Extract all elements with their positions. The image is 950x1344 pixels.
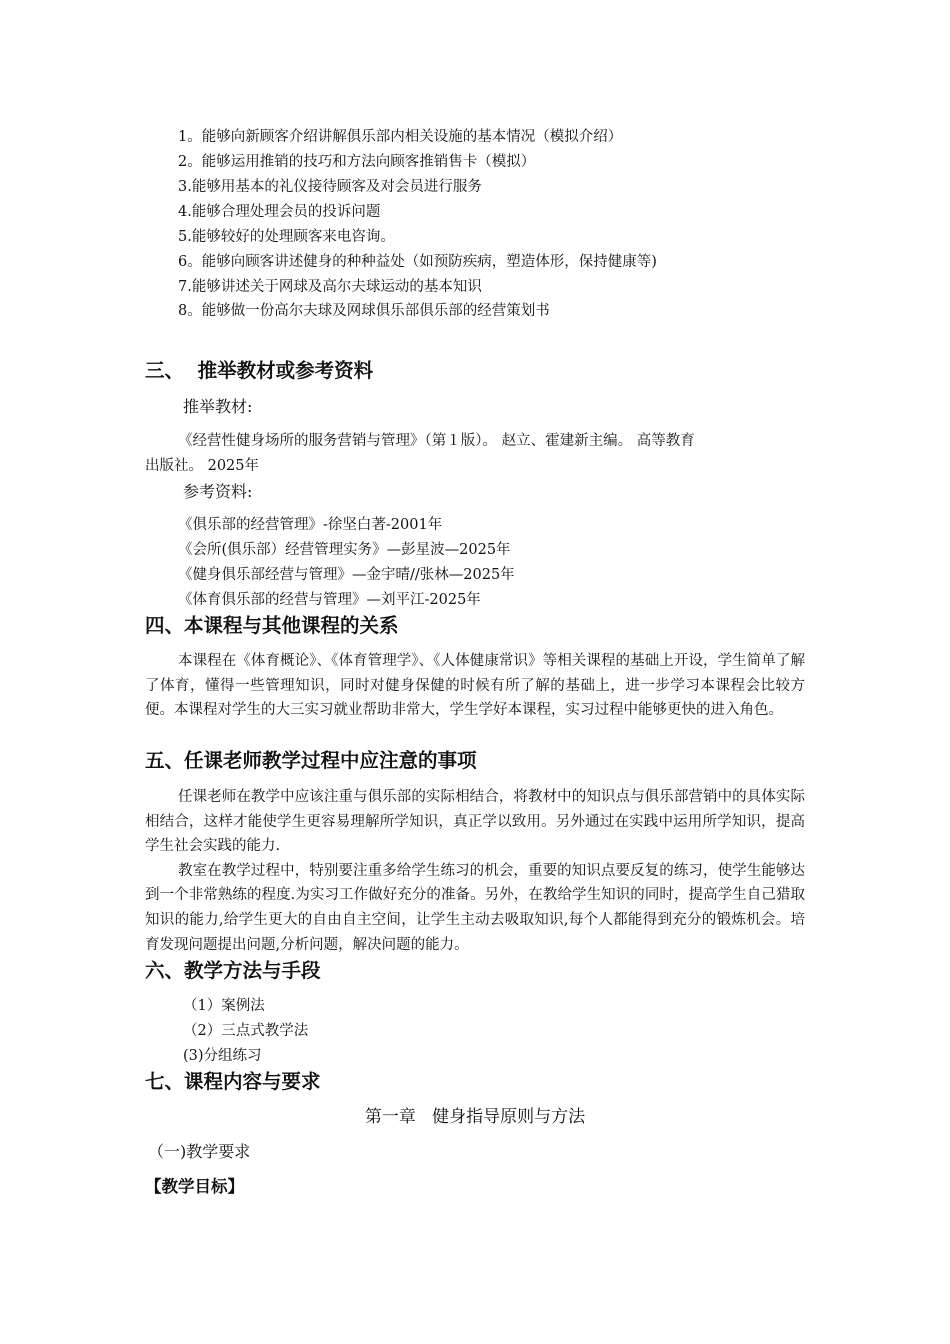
ability-item: 5.能够较好的处理顾客来电咨询。 — [178, 229, 395, 245]
paragraph-text: 教室在教学过程中，特别要注重多给学生练习的机会，重要的知识点要反复的练习，使学生能够达到一个非常熟练的程度.为实习工作做好充分的准备。另外，在教给学生知识的同时，提高学生自己猎取知识的能力,给学生更大的自由自主空间，让学生主动去吸取知识,每个人都能得到充分的锻炼机会。培育发现问题提出问题,分析问题，解决问题的能力。 — [145, 862, 805, 953]
method-item: （2）三点式教学法 — [183, 1023, 309, 1039]
method-item: (3)分组练习 — [183, 1048, 262, 1064]
reference-item: 《健身俱乐部经营与管理》—金宇晴//张林—2025年 — [178, 567, 515, 583]
section-heading-6: 六、教学方法与手段 — [145, 959, 321, 982]
section-heading-3: 三、 推举教材或参考资料 — [145, 359, 374, 382]
section-heading-7: 七、课程内容与要求 — [145, 1070, 321, 1093]
teaching-notes-paragraphs — [145, 785, 805, 957]
section-heading-4: 四、本课程与其他课程的关系 — [145, 614, 399, 637]
chapter-title: 第一章 健身指导原则与方法 — [364, 1107, 586, 1127]
teaching-goal-label: 【教学目标】 — [145, 1177, 244, 1196]
ability-item: 4.能够合理处理会员的投诉问题 — [178, 204, 381, 220]
ability-item: 1。能够向新顾客介绍讲解俱乐部内相关设施的基本情况（模拟介绍） — [178, 129, 623, 145]
course-relation-paragraph — [145, 649, 805, 723]
method-item: （1）案例法 — [183, 998, 265, 1014]
reference-label: 参考资料: — [183, 482, 253, 501]
subsection-title: （一)教学要求 — [148, 1142, 251, 1161]
reference-item: 《体育俱乐部的经营与管理》—刘平江-2025年 — [178, 592, 481, 608]
textbook-entry: 《经营性健身场所的服务营销与管理》（第１版）。 赵立、霍建新主编。 高等教育 — [178, 433, 695, 449]
reference-item: 《俱乐部的经营管理》-徐坚白著-2001年 — [178, 517, 443, 533]
ability-item: 7.能够讲述关于网球及高尔夫球运动的基本知识 — [178, 279, 482, 295]
reference-item: 《会所(俱乐部）经营管理实务》—彭星波—2025年 — [178, 542, 511, 558]
ability-item: 3.能够用基本的礼仪接待顾客及对会员进行服务 — [178, 179, 482, 195]
ability-item: 6。能够向顾客讲述健身的种种益处（如预防疾病，塑造体形，保持健康等) — [178, 254, 657, 270]
section-heading-5: 五、任课老师教学过程中应注意的事项 — [145, 749, 477, 772]
ability-item: 8。能够做一份高尔夫球及网球俱乐部俱乐部的经营策划书 — [178, 303, 550, 319]
textbook-entry-continued: 出版社。 2025年 — [145, 458, 260, 474]
textbook-label: 推举教材: — [183, 397, 253, 416]
paragraph-text: 本课程在《体育概论》、《体育管理学》、《人体健康常识》等相关课程的基础上开设，学生简单了解了体育，懂得一些管理知识，同时对健身保健的时候有所了解的基础上，进一步学习本课程会比较方便。本课程对学生的大三实习就业帮助非常大，学生学好本课程，实习过程中能够更快的进入角色。 — [145, 653, 805, 719]
paragraph-text: 任课老师在教学中应该注重与俱乐部的实际相结合，将教材中的知识点与俱乐部营销中的具体实际相结合，这样才能使学生更容易理解所学知识，真正学以致用。另外通过在实践中运用所学知识，提高学生社会实践的能力. — [145, 789, 805, 855]
ability-item: 2。能够运用推销的技巧和方法向顾客推销售卡（模拟） — [178, 154, 536, 170]
